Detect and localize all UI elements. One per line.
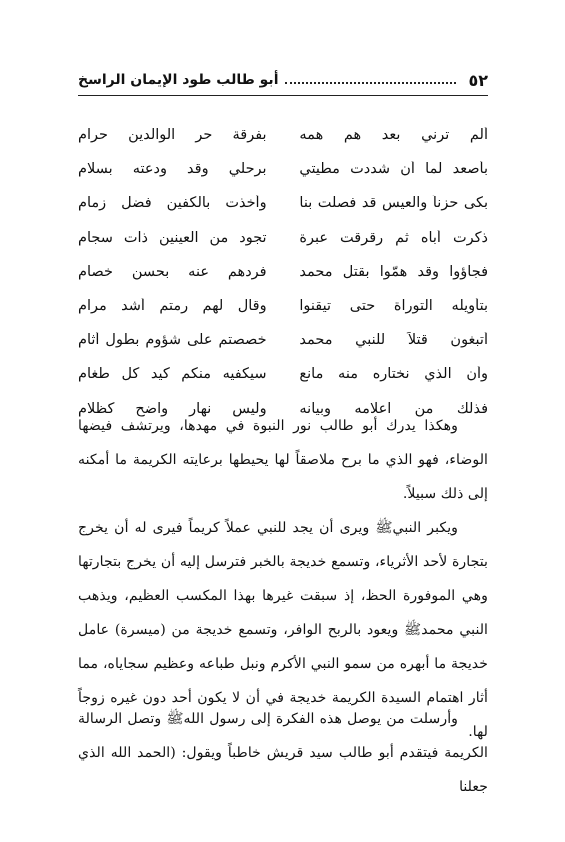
body-paragraph-3 [78,702,488,804]
verse-first-hemistich: أتبغون قتلاً للنبي محمد [299,332,488,349]
verse-second-hemistich: سيكفيه منكم كيد كل طغام [78,366,267,383]
header-dot-leader [285,82,457,84]
verse-line [78,186,488,220]
verse-first-hemistich: ألم ترني بعد هم همه [299,127,488,144]
verse-second-hemistich: خصصتم على شؤوم بطول أثام [78,332,267,349]
verse-first-hemistich: بأصعد لما أن شددت مطيتي [299,161,488,178]
verse-line [78,221,488,255]
poem-block [78,118,488,426]
page-header [78,66,488,94]
body-paragraph-1 [78,409,488,511]
verse-first-hemistich: فجاؤوا وقد همّوا بقتل محمد [299,263,488,280]
paragraph-text: وأرسلت من يوصل هذه الفكرة إلى رسول اللهﷺ وتصل الرسالة الكريمة فيتقدم أبو طالب سيد قريش خاطباً ويقول: (الحمد الله الذي جعلنا [78,711,488,795]
verse-line [78,255,488,289]
verse-line [78,289,488,323]
verse-second-hemistich: برحلي وقد ودعته بسلام [78,161,267,178]
verse-first-hemistich: فذلك من اعلامه وبيانه [299,400,488,417]
verse-line [78,118,488,152]
verse-first-hemistich: بكى حزناً والعيس قد فصلت بنا [299,195,488,212]
verse-first-hemistich: وأن الذي نختاره منه مانع [299,366,488,383]
verse-second-hemistich: فردهم عنه بحسن خصام [78,263,267,280]
verse-second-hemistich: بفرقة حر الوالدين حرام [78,127,267,144]
page-number: ٥٢ [468,70,488,90]
paragraph-text: وهكذا يدرك أبو طالب نور النبوة في مهدها، ويرتشف فيضها الوضاء، فهو الذي ما برح ملاصقاً لها يحيطها برعايته الكريمة ما أمكنه إلى ذلك سبيلاً. [78,418,488,502]
verse-first-hemistich: ذكرت أباه ثم رقرقت عبرة [299,229,488,246]
running-title: أبو طالب طود الإيمان الراسخ [78,72,279,88]
verse-line [78,323,488,357]
verse-second-hemistich: تجود من العينين ذات سجام [78,229,267,246]
verse-second-hemistich: وقال لهم رمتم أشد مرام [78,298,267,315]
paragraph-text: ويكبر النبيﷺ ويرى أن يجد للنبي عملاً كريماً فيرى له أن يخرج بتجارة لأحد الأثرياء، وتسمع خديجة بالخبر فترسل إليه أن يخرج بتجارتها وهي الموفورة الحظ، إذ سبقت غيرها بهذا المكسب العظيم، ويذهب النبي محمدﷺ ويعود بالربح الوافر، وتسمع خديجة من (ميسرة) عامل خديجة ما أبهره من سمو النبي الأكرم ونبل طباعه وعظيم سجاياه، مما أثار اهتمام السيدة الكريمة خديجة في أن لا يكون أحد دون غيره زوجاً لها. [78,520,488,740]
header-rule [78,95,488,96]
verse-line [78,357,488,391]
verse-first-hemistich: بتأويله التوراة حتى تيقنوا [299,298,488,315]
verse-second-hemistich: وليس نهار واضح كظلام [78,400,267,417]
verse-second-hemistich: وأخذت بالكفين فضل زمام [78,195,267,212]
verse-line [78,152,488,186]
